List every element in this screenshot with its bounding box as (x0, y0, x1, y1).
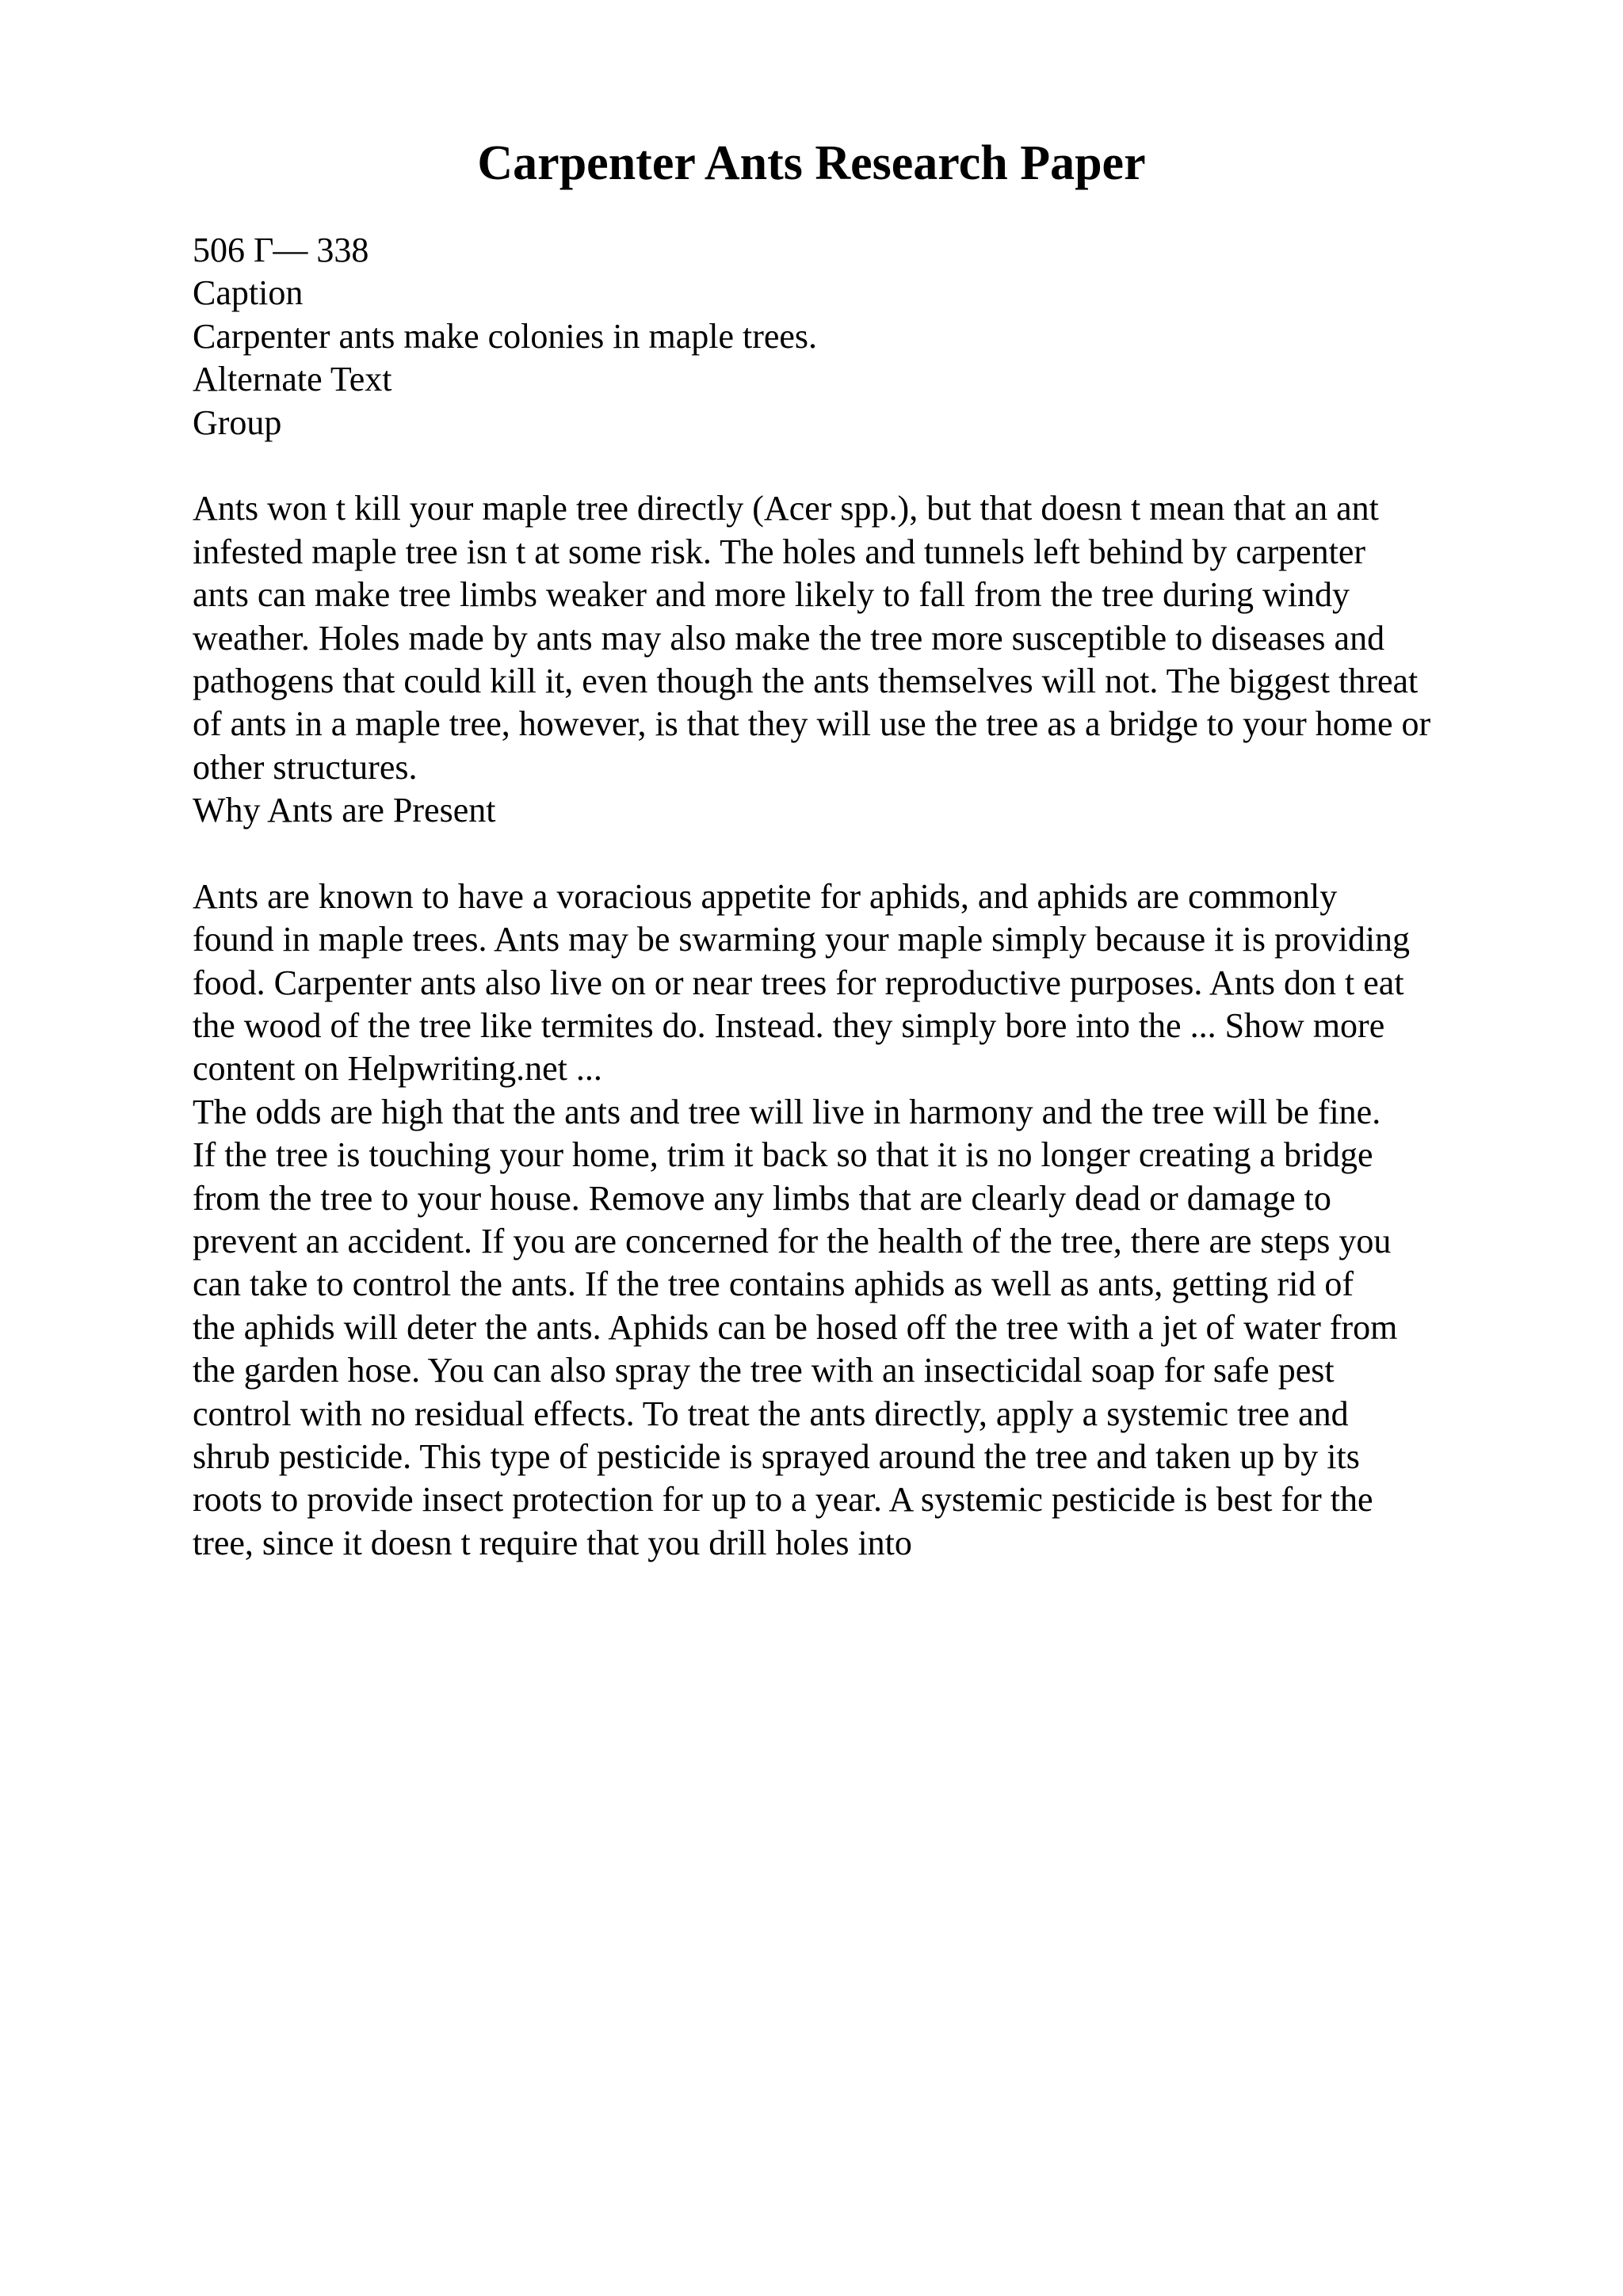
text-line: infested maple tree isn t at some risk. The holes and tunnels left behind by carpenter (193, 532, 1366, 571)
text-line: 506 Г— 338 (193, 231, 369, 269)
text-line: of ants in a maple tree, however, is that they will use the tree as a bridge to your home or (193, 704, 1431, 744)
text-line: Alternate Text (193, 360, 392, 399)
text-line: Carpenter ants make colonies in maple trees. (193, 316, 818, 356)
document-title: Carpenter Ants Research Paper (477, 136, 1146, 190)
blank-line (193, 444, 1556, 487)
text-line: the aphids will deter the ants. Aphids can be hosed off the tree with a jet of water from (193, 1307, 1398, 1347)
text-line: Ants won t kill your maple tree directly (Acer spp.), but that doesn t mean that an ant (193, 489, 1379, 528)
text-line: control with no residual effects. To treat the ants directly, apply a systemic tree and (193, 1394, 1349, 1433)
text-line: Caption (193, 273, 304, 313)
text-line: The odds are high that the ants and tree will live in harmony and the tree will be fine. (193, 1092, 1381, 1131)
document-body (193, 229, 1556, 1565)
text-line: weather. Holes made by ants may also make the tree more susceptible to diseases and (193, 618, 1385, 658)
text-line: Ants are known to have a voracious appetite for aphids, and aphids are commonly (193, 876, 1338, 916)
text-line: Group (193, 402, 282, 442)
text-line: the wood of the tree like termites do. Instead. they simply bore into the ... Show more (193, 1006, 1385, 1046)
text-line: pathogens that could kill it, even though the ants themselves will not. The biggest threat (193, 661, 1419, 700)
text-line: shrub pesticide. This type of pesticide is sprayed around the tree and taken up by its (193, 1436, 1360, 1476)
text-line: can take to control the ants. If the tree contains aphids as well as ants, getting rid of (193, 1264, 1354, 1304)
text-line: tree, since it doesn t require that you drill holes into (193, 1523, 912, 1562)
text-line: Why Ants are Present (193, 791, 496, 830)
text-line: food. Carpenter ants also live on or near trees for reproductive purposes. Ants don t eat (193, 963, 1404, 1002)
text-line: other structures. (193, 747, 418, 787)
text-line: prevent an accident. If you are concerned for the health of the tree, there are steps you (193, 1221, 1392, 1261)
text-line: found in maple trees. Ants may be swarming your maple simply because it is providing (193, 920, 1411, 959)
text-line: content on Helpwriting.net ... (193, 1049, 602, 1089)
blank-line (193, 832, 1556, 875)
text-line: from the tree to your house. Remove any limbs that are clearly dead or damage to (193, 1178, 1331, 1218)
text-line: If the tree is touching your home, trim it back so that it is no longer creating a bridge (193, 1135, 1373, 1175)
text-line: roots to provide insect protection for up to a year. A systemic pesticide is best for the (193, 1480, 1373, 1520)
text-line: the garden hose. You can also spray the tree with an insecticidal soap for safe pest (193, 1351, 1335, 1390)
text-line: ants can make tree limbs weaker and more likely to fall from the tree during windy (193, 575, 1350, 615)
